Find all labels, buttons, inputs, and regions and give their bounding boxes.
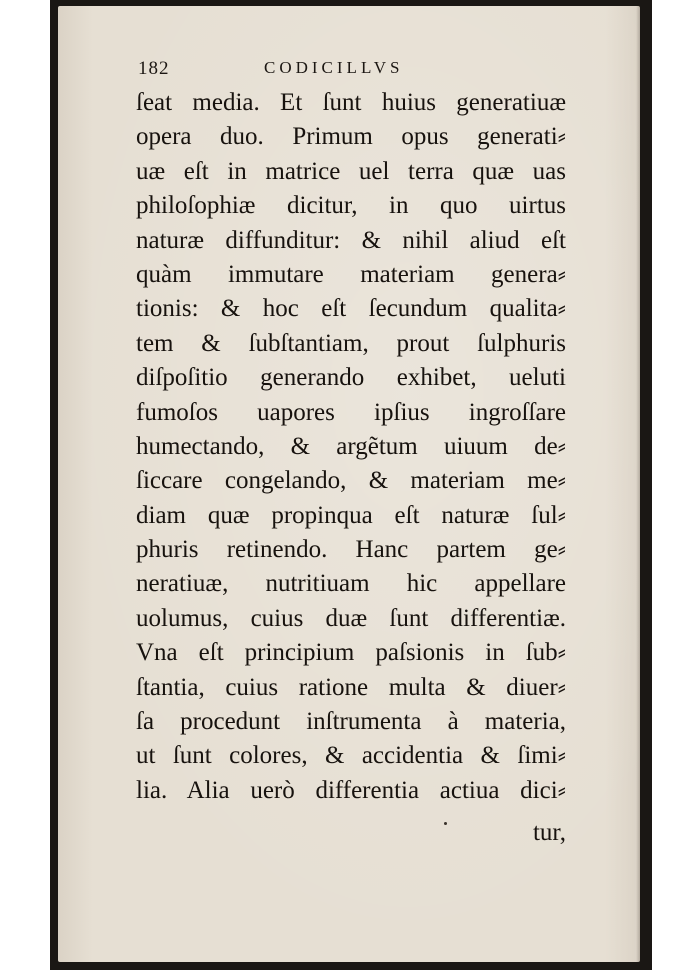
text-line: uæ eſt in matrice uel terra quæ uas [136, 157, 566, 185]
text-line: quàm immutare materiam genera⸗ [136, 260, 566, 288]
text-line: ſeat media. Et ſunt huius generatiuæ [136, 89, 566, 116]
catchword: tur, [532, 819, 566, 846]
running-head: CODICILLVS [264, 58, 404, 77]
text-line: neratiuæ, nutritiuam hic appellare [136, 570, 566, 598]
text-line: humectando, & argẽtum uiuum de⸗ [136, 432, 566, 460]
text-line: ſiccare congelando, & materiam me⸗ [136, 467, 566, 495]
text-line: tionis: & hoc eſt ſecundum qualita⸗ [136, 295, 566, 323]
page-header [138, 58, 438, 84]
text-line: naturæ diffunditur: & nihil aliud eſt [136, 226, 566, 254]
text-line: phuris retinendo. Hanc partem ge⸗ [136, 536, 566, 564]
text-line: philoſophiæ dicitur, in quo uirtus [136, 192, 566, 220]
text-line: uolumus, cuius duæ ſunt differentiæ. [136, 604, 566, 632]
body-text [136, 86, 566, 808]
text-line: Vna eſt principium paſsionis in ſub⸗ [136, 639, 566, 667]
text-line: ut ſunt colores, & accidentia & ſimi⸗ [136, 742, 566, 770]
page-edge-shadow [636, 6, 640, 962]
text-line: fumoſos uapores ipſius ingroſſare [136, 398, 566, 426]
text-line: lia. Alia uerò differentia actiua dici⸗ [136, 776, 566, 804]
text-line: tem & ſubſtantiam, prout ſulphuris [136, 329, 566, 357]
text-line: ſa procedunt inſtrumenta à materia, [136, 708, 566, 736]
text-line: diam quæ propinqua eſt naturæ ſul⸗ [136, 501, 566, 529]
text-line: ſtantia, cuius ratione multa & diuer⸗ [136, 673, 566, 701]
text-line: diſpoſitio generando exhibet, ueluti [136, 364, 566, 392]
text-line: opera duo. Primum opus generati⸗ [136, 123, 566, 151]
page-number: 182 [138, 58, 170, 79]
